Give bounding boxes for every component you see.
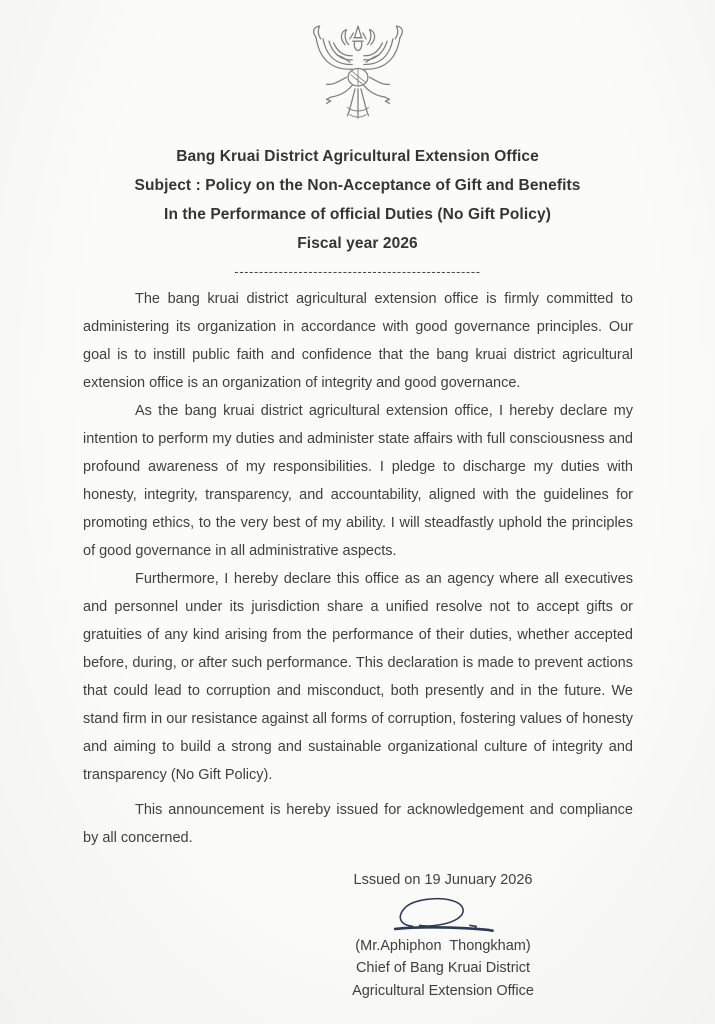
signer-name: (Mr.Aphiphon Thongkham) (355, 937, 531, 954)
subject-line-1: Subject : Policy on the Non-Acceptance of Gift and Benefits (134, 177, 581, 194)
garuda-icon (294, 23, 422, 135)
paragraph-commitment: The bang kruai district agricultural extension office is firmly committed to administering its organization in accordance with good governance principles. Our goal is to instill public faith and confidence that the bang kruai district agricultural extension office is an organization of integrity and good governance. (83, 291, 633, 391)
signer-title-2: Agricultural Extension Office (352, 982, 534, 999)
signature-icon (380, 895, 506, 935)
issued-date-line: Lssued on 19 Junuary 2026 (353, 872, 533, 888)
document-header (0, 142, 715, 282)
garuda-emblem (0, 0, 715, 135)
dashed-separator: -------------------------------------------------- (234, 264, 481, 279)
document-body (83, 285, 633, 852)
paragraph-closing: This announcement is hereby issued for acknowledgement and compliance by all concerned. (83, 802, 633, 846)
signature-block (288, 869, 598, 1002)
office-name-title: Bang Kruai District Agricultural Extension Office (176, 148, 539, 165)
fiscal-year: Fiscal year 2026 (297, 235, 418, 252)
paragraph-declaration: As the bang kruai district agricultural extension office, I hereby declare my intention to perform my duties and administer state affairs with full consciousness and profound awareness of my responsibilities. I pledge to discharge my duties with honesty, integrity, transparency, and accountability, aligned with the guidelines for promoting ethics, to the very best of my ability. I will steadfastly uphold the principles of good governance in all administrative aspects. (83, 403, 633, 559)
signer-title-1: Chief of Bang Kruai District (355, 960, 531, 976)
subject-line-2: In the Performance of official Duties (No Gift Policy) (164, 206, 551, 223)
handwritten-signature (288, 895, 598, 935)
paragraph-no-gift-policy: Furthermore, I hereby declare this office as an agency where all executives and personnel under its jurisdiction share a unified resolve not to accept gifts or gratuities of any kind arising from the performance of their duties, whether accepted before, during, or after such performance. This declaration is made to prevent actions that could lead to corruption and misconduct, both presently and in the future. We stand firm in our resistance against all forms of corruption, fostering values of honesty and aiming to build a strong and sustainable organizational culture of integrity and transparency (No Gift Policy). (83, 571, 633, 783)
